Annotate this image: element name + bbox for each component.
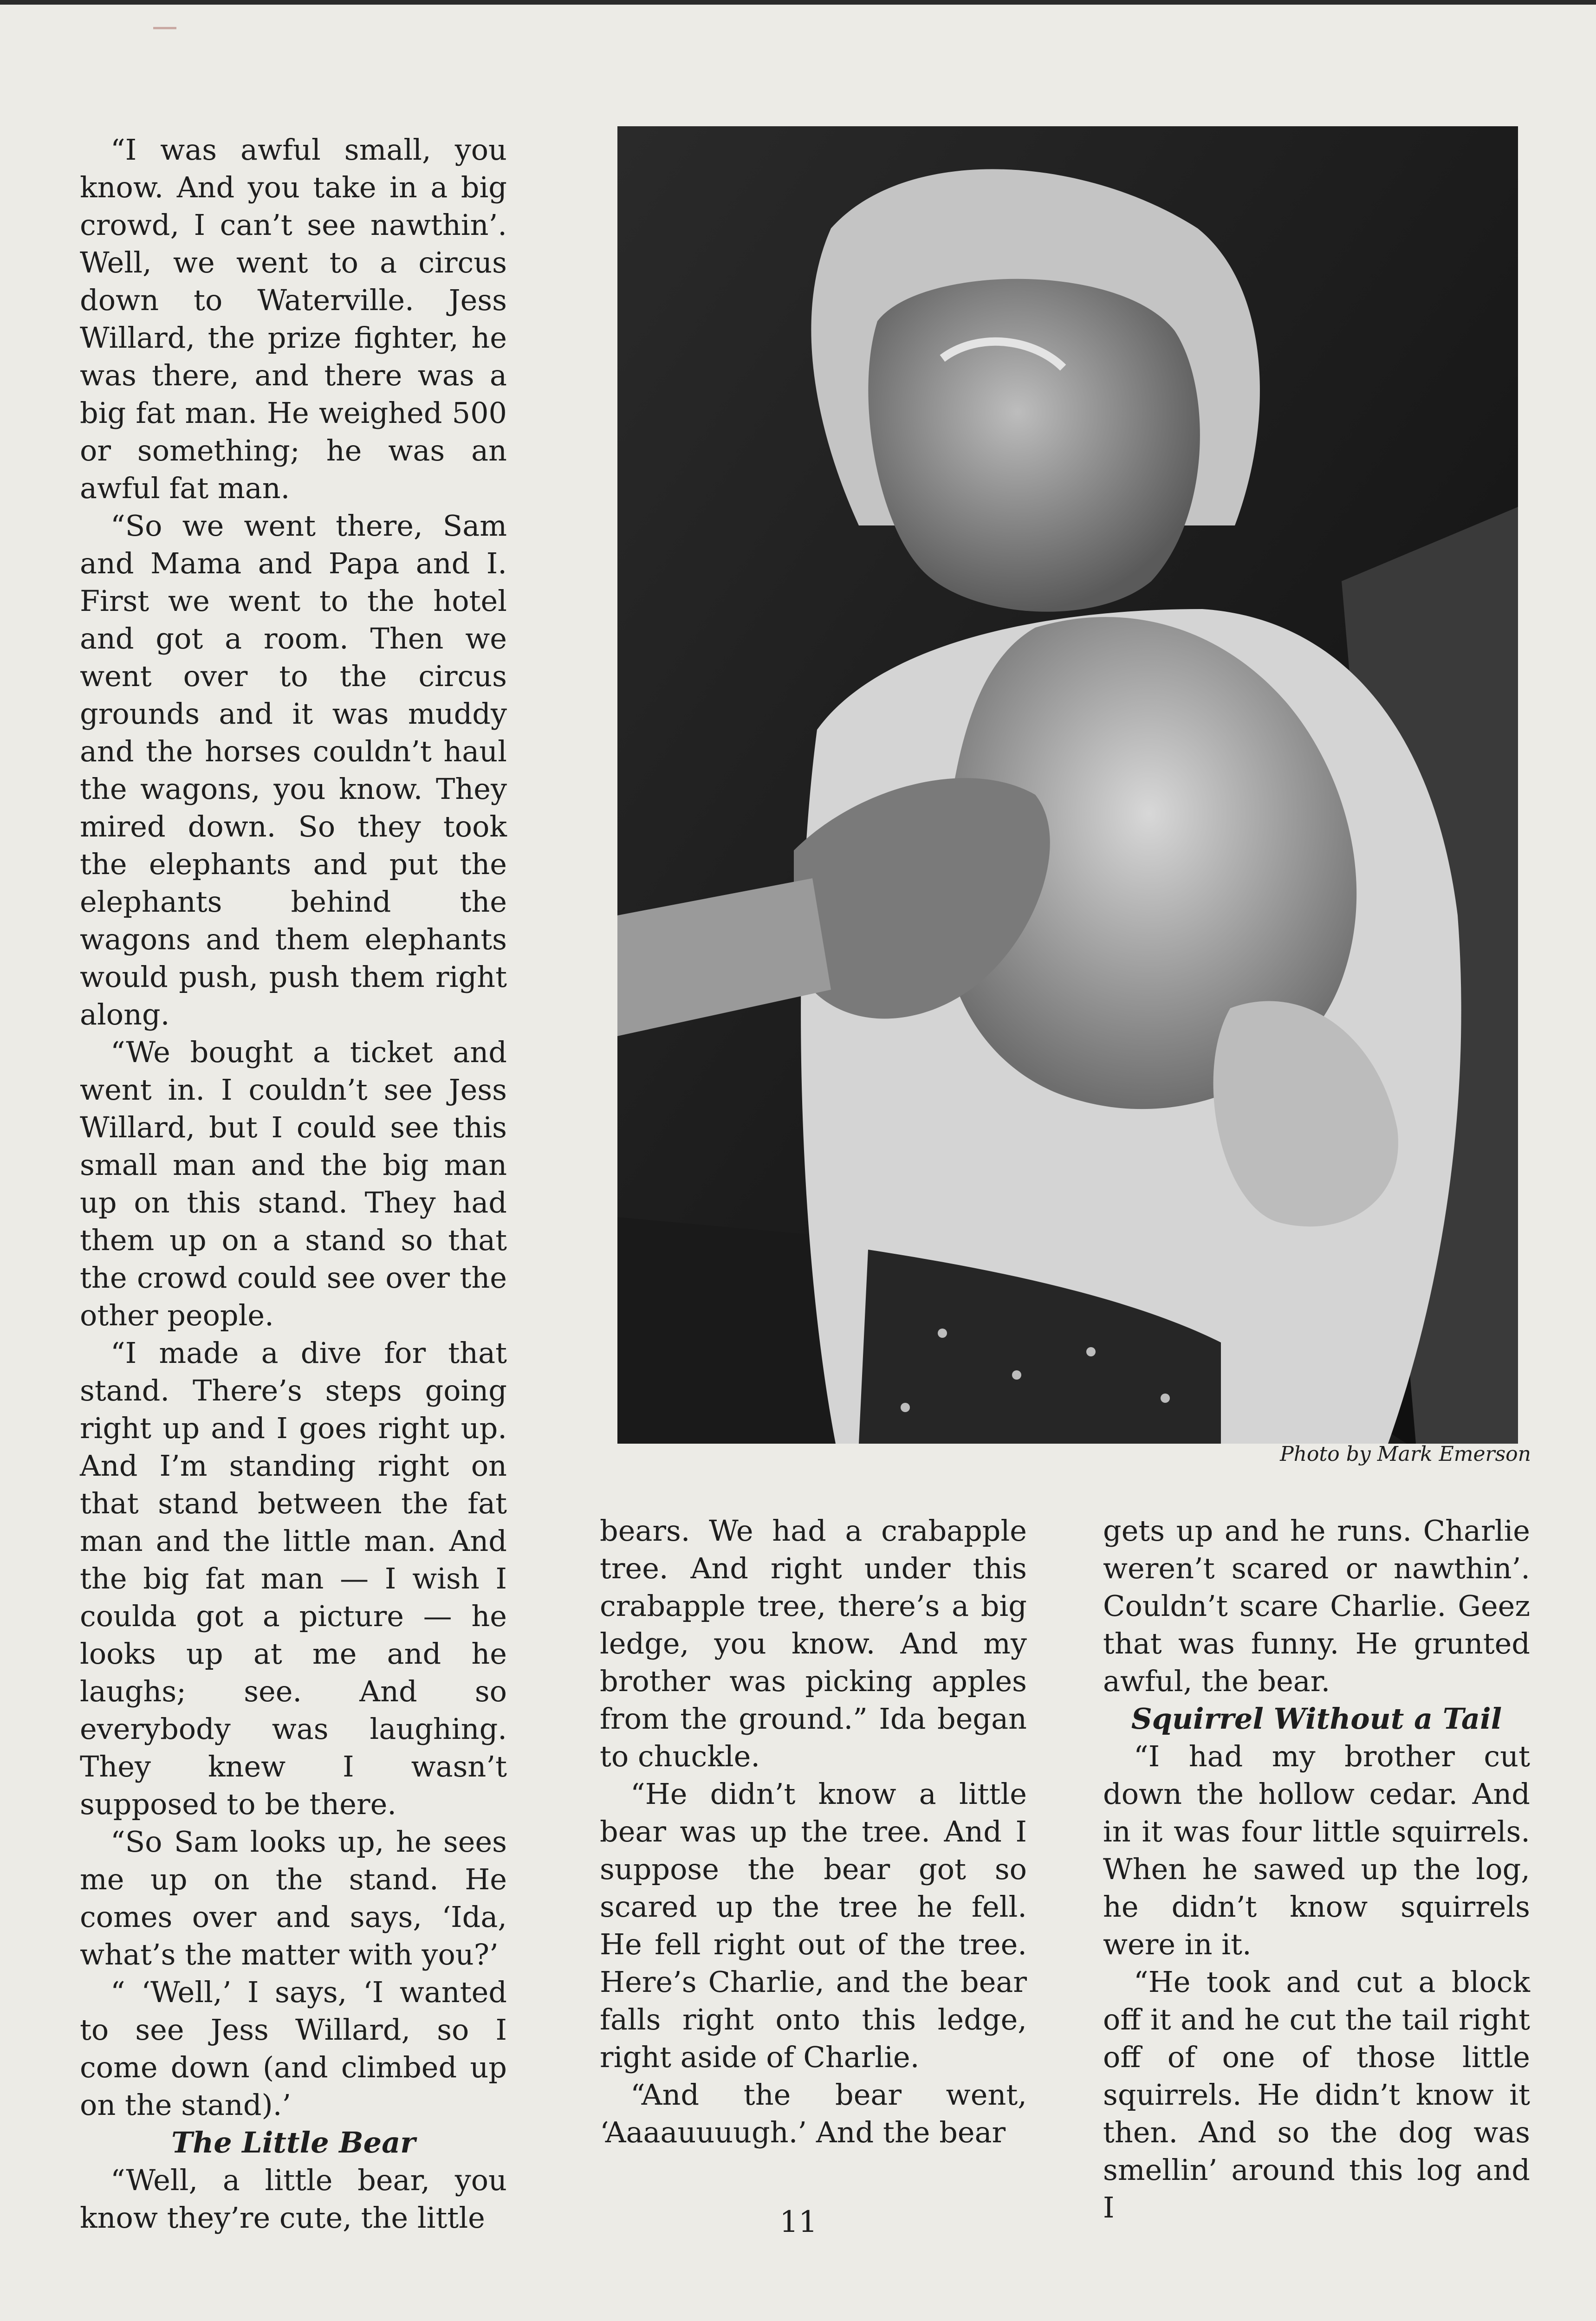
page-number: 11 (779, 2205, 817, 2239)
paragraph: “So Sam looks up, he sees me up on the stand. He comes over and says, ‘Ida, what’s the matter with you?’ (80, 1825, 507, 1971)
photo-credit: Photo by Mark Emerson (1280, 1442, 1531, 1466)
paragraph: “He took and cut a block off it and he cut the tail right off of one of those little squirrels. He didn’t know it then. And so the dog was smellin’ around this log and I (1103, 1965, 1530, 2224)
subheading-squirrel: Squirrel Without a Tail (1131, 1702, 1502, 1736)
paragraph: “I was awful small, you know. And you take in a big crowd, I can’t see nawthin’. Well, we went to a circus down to Waterville. Jess Willard, the prize fighter, he was there, and there was a big fat man. He weighed 500 or something; he was an awful fat man. (80, 133, 507, 505)
text-column-middle (600, 1512, 1027, 2151)
paragraph: “ ‘Well,’ I says, ‘I wanted to see Jess Willard, so I come down (and climbed up on the stand).’ (80, 1975, 507, 2122)
paragraph: bears. We had a crabapple tree. And right under this crabapple tree, there’s a big ledge, you know. And my brother was picking apples from the ground.” Ida began to chuckle. (600, 1514, 1027, 1773)
text-column-right (1103, 1512, 1530, 2226)
paragraph: “I made a dive for that stand. There’s steps going right up and I goes right up. And I’m standing right on that stand between the fat man and the little man. And the big fat man — I wish I coulda got a picture — he looks up at me and he laughs; see. And so everybody was laughing. They knew I wasn’t supposed to be there. (80, 1336, 507, 1821)
paragraph: “So we went there, Sam and Mama and Papa and I. First we went to the hotel and got a room. Then we went over to the circus grounds and it was muddy and the horses couldn’t haul the wagons, you know. They mired down. So they took the elephants and put the elephants behind the wagons and them elephants would push, push them right along. (80, 509, 507, 1031)
photo-woman-with-dog (617, 126, 1518, 1444)
paragraph: “We bought a ticket and went in. I couldn’t see Jess Willard, but I could see this small man and the big man up on this stand. They had them up on a stand so that the crowd could see over the other people. (80, 1035, 507, 1332)
paragraph: “And the bear went, ‘Aaaauuuugh.’ And the bear (600, 2078, 1027, 2149)
text-column-left (80, 131, 507, 2237)
paragraph: gets up and he runs. Charlie weren’t scared or nawthin’. Couldn’t scare Charlie. Geez that was funny. He grunted awful, the bear. (1103, 1514, 1530, 1698)
top-edge-rule (0, 0, 1596, 5)
paragraph: “I had my brother cut down the hollow cedar. And in it was four little squirrels. When he sawed up the log, he didn’t know squirrels were in it. (1103, 1739, 1530, 1961)
paragraph: “Well, a little bear, you know they’re cute, the little (80, 2163, 507, 2235)
corner-mark (153, 27, 176, 29)
photo-illustration (617, 126, 1518, 1444)
paragraph: “He didn’t know a little bear was up the tree. And I suppose the bear got so scared up the tree he fell. He fell right out of the tree. Here’s Charlie, and the bear falls right onto this ledge, right aside of Charlie. (600, 1777, 1027, 2074)
subheading-little-bear: The Little Bear (171, 2126, 415, 2159)
